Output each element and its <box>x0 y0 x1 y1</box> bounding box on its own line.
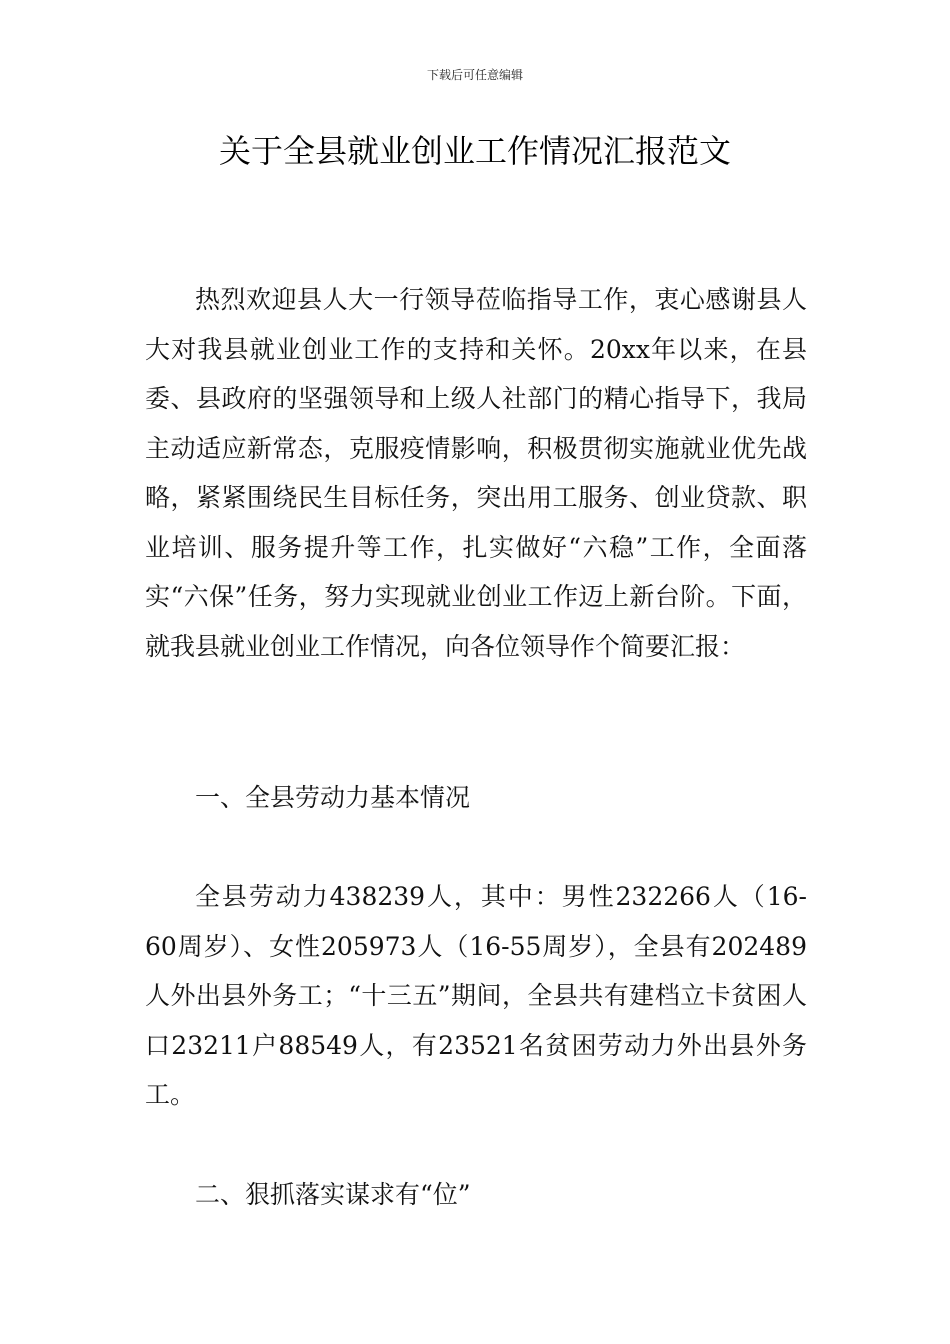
section-heading-labor: 一、全县劳动力基本情况 <box>195 783 471 812</box>
document-title: 关于全县就业创业工作情况汇报范文 <box>218 132 731 170</box>
intro-paragraph: 热烈欢迎县人大一行领导莅临指导工作，衷心感谢县人大对我县就业创业工作的支持和关怀。20xx年以来，在县委、县政府的坚强领导和上级人社部门的精心指导下，我局主动适应新常态，克服疫情影响，积极贯彻实施就业优先战略，紧紧围绕民生目标任务，突出用工服务、创业贷款、职业培训、服务提升等工作，扎实做好“六稳”工作，全面落实“六保”任务，努力实现就业创业工作迈上新台阶。下面，就我县就业创业工作情况，向各位领导作个简要汇报： <box>145 285 807 661</box>
labor-paragraph: 全县劳动力438239人，其中：男性232266人（16-60周岁）、女性205973人（16-55周岁），全县有202489人外出县外务工；“十三五”期间，全县共有建档立卡贫困人口23211户88549人，有23521名贫困劳动力外出县外务工。 <box>145 882 807 1109</box>
header-note: 下载后可任意编辑 <box>426 68 523 82</box>
section-heading-implementation: 二、狠抓落实谋求有“位” <box>195 1180 471 1209</box>
